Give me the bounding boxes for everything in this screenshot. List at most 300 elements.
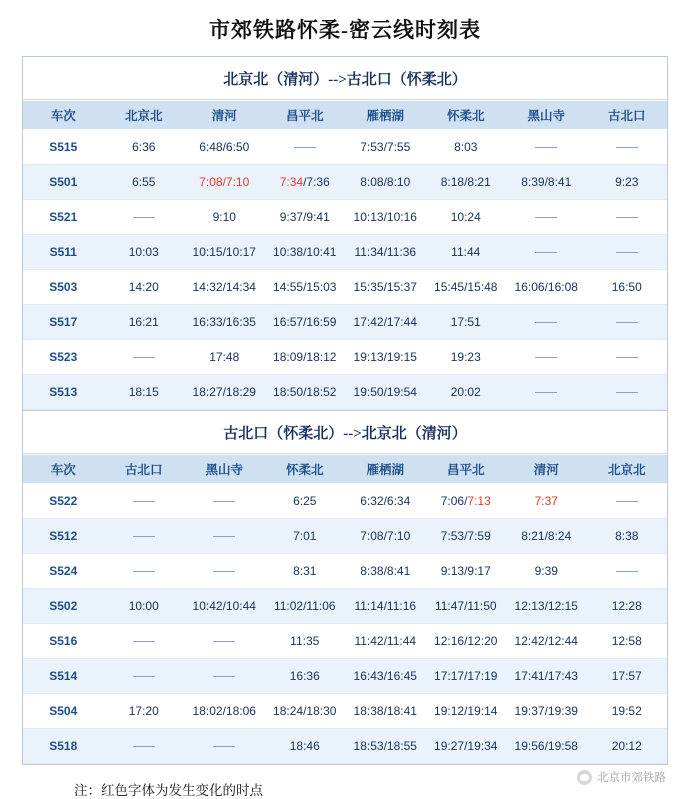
table-row <box>23 519 667 554</box>
no-stop-dash <box>213 676 235 678</box>
cell-time <box>506 589 587 624</box>
time-text: 18:24/18:30 <box>273 704 337 718</box>
cell-train-no <box>23 305 104 340</box>
no-stop-dash <box>535 252 557 254</box>
no-stop-dash <box>616 501 638 503</box>
cell-train-no <box>23 165 104 200</box>
time-text-changed: 7:13 <box>467 494 491 508</box>
col-header-heishansi: 黑山寺 <box>184 455 265 484</box>
time-text: 15:45/15:48 <box>434 280 498 294</box>
no-stop-dash <box>616 147 638 149</box>
table-header-outbound <box>23 101 667 130</box>
table-body-outbound <box>23 130 667 410</box>
cell-time <box>184 305 265 340</box>
no-stop-dash <box>535 147 557 149</box>
time-text: 19:27/19:34 <box>434 739 498 753</box>
cell-time <box>587 200 668 235</box>
time-text: 20:12 <box>611 739 642 753</box>
time-text: 8:38 <box>615 529 639 543</box>
time-text: 19:50/19:54 <box>353 385 417 399</box>
cell-time <box>345 659 426 694</box>
time-text: 18:27/18:29 <box>192 385 256 399</box>
timetable-outbound <box>23 100 667 410</box>
cell-time <box>426 694 507 729</box>
cell-time <box>345 235 426 270</box>
cell-time <box>104 130 185 165</box>
cell-time <box>104 694 185 729</box>
col-header-gubeikou: 古北口 <box>587 101 668 130</box>
cell-time <box>184 729 265 764</box>
time-text: 12:28 <box>611 599 642 613</box>
cell-time <box>426 554 507 589</box>
cell-time <box>506 340 587 375</box>
cell-time <box>587 729 668 764</box>
time-text: S521 <box>49 210 78 224</box>
cell-time <box>265 340 346 375</box>
time-text: 7:01 <box>293 529 317 543</box>
no-stop-dash <box>133 571 155 573</box>
cell-time <box>426 235 507 270</box>
cell-time <box>265 519 346 554</box>
time-text: 18:50/18:52 <box>273 385 337 399</box>
cell-time <box>587 165 668 200</box>
time-text: 18:09/18:12 <box>273 350 337 364</box>
time-text: 8:03 <box>454 140 478 154</box>
col-header-huairoubei: 怀柔北 <box>265 455 346 484</box>
cell-time <box>265 659 346 694</box>
source-label: 北京市郊铁路 <box>597 772 666 784</box>
col-header-changpingbei: 昌平北 <box>426 455 507 484</box>
col-header-heishansi: 黑山寺 <box>506 101 587 130</box>
cell-time <box>345 729 426 764</box>
table-row <box>23 624 667 659</box>
no-stop-dash <box>213 536 235 538</box>
time-text: 8:39/8:41 <box>521 175 572 189</box>
cell-train-no <box>23 270 104 305</box>
time-text: 12:58 <box>611 634 642 648</box>
cell-time <box>506 484 587 519</box>
time-text: S511 <box>49 245 77 259</box>
cell-time <box>506 554 587 589</box>
table-row <box>23 340 667 375</box>
cell-time <box>587 589 668 624</box>
cell-time <box>506 130 587 165</box>
time-text: S516 <box>49 634 78 648</box>
page-title: 市郊铁路怀柔-密云线时刻表 <box>209 18 481 42</box>
time-text: S515 <box>49 140 78 154</box>
table-row <box>23 659 667 694</box>
cell-time <box>104 270 185 305</box>
cell-time <box>104 375 185 410</box>
cell-time <box>104 165 185 200</box>
cell-time <box>345 305 426 340</box>
time-text: S502 <box>49 599 78 613</box>
cell-train-no <box>23 554 104 589</box>
time-text: 17:42/17:44 <box>353 315 417 329</box>
time-text: 19:12/19:14 <box>434 704 498 718</box>
no-stop-dash <box>133 217 155 219</box>
cell-time <box>426 305 507 340</box>
table-row <box>23 130 667 165</box>
time-text: 16:33/16:35 <box>192 315 256 329</box>
cell-time <box>265 270 346 305</box>
cell-train-no <box>23 484 104 519</box>
cell-time <box>587 270 668 305</box>
time-text: 18:38/18:41 <box>353 704 417 718</box>
cell-time <box>345 200 426 235</box>
time-text: 18:02/18:06 <box>192 704 256 718</box>
cell-time <box>506 305 587 340</box>
time-text: 11:44 <box>451 245 481 259</box>
time-text: 14:20 <box>128 280 159 294</box>
time-text: 6:25 <box>293 494 317 508</box>
time-text: 10:00 <box>128 599 159 613</box>
cell-time <box>345 165 426 200</box>
cell-time <box>345 694 426 729</box>
time-text: 16:43/16:45 <box>353 669 417 683</box>
col-header-beijingbei: 北京北 <box>587 455 668 484</box>
time-text: 10:15/10:17 <box>192 245 256 259</box>
no-stop-dash <box>133 536 155 538</box>
cell-time <box>104 729 185 764</box>
time-text: 10:38/10:41 <box>273 245 337 259</box>
cell-time <box>587 519 668 554</box>
cell-time <box>104 484 185 519</box>
cell-time <box>587 305 668 340</box>
time-text: 20:02 <box>450 385 481 399</box>
time-text: 6:48/6:50 <box>199 140 250 154</box>
cell-train-no <box>23 589 104 624</box>
time-text: 15:35/15:37 <box>353 280 417 294</box>
cell-time <box>265 589 346 624</box>
no-stop-dash <box>133 676 155 678</box>
cell-time <box>587 375 668 410</box>
cell-time <box>345 130 426 165</box>
cell-time <box>184 340 265 375</box>
time-text: 17:48 <box>209 350 240 364</box>
col-header-gubeikou: 古北口 <box>104 455 185 484</box>
cell-time <box>506 375 587 410</box>
table-row <box>23 589 667 624</box>
cell-time <box>506 165 587 200</box>
time-text: S514 <box>49 669 78 683</box>
time-text: 14:55/15:03 <box>273 280 337 294</box>
no-stop-dash <box>133 746 155 748</box>
cell-time <box>426 624 507 659</box>
time-text: 17:51 <box>450 315 481 329</box>
cell-time <box>104 589 185 624</box>
cell-time <box>184 659 265 694</box>
cell-time <box>426 519 507 554</box>
time-text: 6:32/6:34 <box>360 494 411 508</box>
time-text: /7:36 <box>303 175 330 189</box>
no-stop-dash <box>616 571 638 573</box>
table-row <box>23 305 667 340</box>
cell-time <box>184 624 265 659</box>
cell-time <box>426 729 507 764</box>
no-stop-dash <box>213 746 235 748</box>
table-header-inbound <box>23 455 667 484</box>
timetable-inbound <box>23 454 667 764</box>
cell-time <box>184 484 265 519</box>
time-text: S522 <box>49 494 78 508</box>
cell-time <box>184 200 265 235</box>
cell-time <box>265 200 346 235</box>
time-text: 9:39 <box>534 564 558 578</box>
cell-time <box>184 165 265 200</box>
cell-time <box>265 694 346 729</box>
time-text: 17:41/17:43 <box>514 669 578 683</box>
time-text: 8:38/8:41 <box>360 564 411 578</box>
table-row <box>23 235 667 270</box>
cell-time <box>345 375 426 410</box>
cell-time <box>587 235 668 270</box>
cell-train-no <box>23 375 104 410</box>
time-text: 9:10 <box>212 210 236 224</box>
cell-time <box>104 554 185 589</box>
col-header-yanqihu: 雁栖湖 <box>345 101 426 130</box>
time-text: 14:32/14:34 <box>192 280 256 294</box>
time-text: 7:08/7:10 <box>360 529 411 543</box>
no-stop-dash <box>616 357 638 359</box>
time-text: 10:24 <box>450 210 481 224</box>
cell-time <box>265 554 346 589</box>
table-row <box>23 729 667 764</box>
cell-time <box>184 694 265 729</box>
cell-time <box>426 200 507 235</box>
cell-time <box>426 130 507 165</box>
cell-time <box>184 554 265 589</box>
time-text: 16:21 <box>128 315 159 329</box>
col-header-beijingbei: 北京北 <box>104 101 185 130</box>
time-text: 11:34/11:36 <box>354 245 417 259</box>
cell-train-no <box>23 340 104 375</box>
time-text: S503 <box>49 280 78 294</box>
time-text: 11:02/11:06 <box>273 599 336 613</box>
time-text: 11:42/11:44 <box>354 634 417 648</box>
cell-time <box>345 270 426 305</box>
col-header-huairoubei: 怀柔北 <box>426 101 507 130</box>
time-text: S523 <box>49 350 78 364</box>
time-text: 18:15 <box>128 385 159 399</box>
legend-note: 注：红色字体为发生变化的时点 <box>74 783 263 798</box>
time-text: 10:13/10:16 <box>353 210 417 224</box>
time-text: 7:37 <box>534 494 558 508</box>
no-stop-dash <box>213 641 235 643</box>
time-text: 11:14/11:16 <box>354 599 417 613</box>
cell-time <box>104 519 185 554</box>
cell-time <box>587 340 668 375</box>
time-text: S512 <box>49 529 78 543</box>
cell-time <box>426 165 507 200</box>
cell-time <box>184 130 265 165</box>
time-text: 11:35 <box>290 634 320 648</box>
cell-time <box>104 624 185 659</box>
cell-time <box>265 729 346 764</box>
cell-time <box>345 484 426 519</box>
cell-time <box>265 484 346 519</box>
time-text: 9:37/9:41 <box>279 210 330 224</box>
cell-time <box>345 340 426 375</box>
cell-time <box>426 589 507 624</box>
source-watermark <box>577 769 666 785</box>
time-text: 7:53/7:55 <box>360 140 411 154</box>
cell-time <box>184 519 265 554</box>
cell-time <box>426 484 507 519</box>
cell-time <box>345 554 426 589</box>
time-text: 17:17/17:19 <box>434 669 498 683</box>
cell-train-no <box>23 235 104 270</box>
cell-time <box>265 165 346 200</box>
cell-train-no <box>23 519 104 554</box>
time-text: 8:08/8:10 <box>360 175 411 189</box>
header-row <box>23 455 667 484</box>
cell-train-no <box>23 694 104 729</box>
time-text: 7:08/7:10 <box>199 175 250 189</box>
time-text: S504 <box>49 704 78 718</box>
cell-time <box>506 200 587 235</box>
time-text: 12:16/12:20 <box>434 634 498 648</box>
section-heading-outbound: 北京北（清河）-->古北口（怀柔北） <box>23 57 667 100</box>
no-stop-dash <box>535 392 557 394</box>
table-row <box>23 484 667 519</box>
time-text: 9:23 <box>615 175 639 189</box>
time-text: 17:20 <box>128 704 159 718</box>
cell-time <box>184 589 265 624</box>
time-text: 6:55 <box>132 175 156 189</box>
cell-time <box>506 624 587 659</box>
no-stop-dash <box>213 501 235 503</box>
cell-time <box>345 519 426 554</box>
header-row <box>23 101 667 130</box>
time-text: 12:42/12:44 <box>514 634 578 648</box>
cell-time <box>506 659 587 694</box>
cell-time <box>184 235 265 270</box>
time-text: 16:50 <box>611 280 642 294</box>
cell-time <box>587 694 668 729</box>
timetable-card <box>22 56 668 765</box>
cell-time <box>104 659 185 694</box>
cell-time <box>184 375 265 410</box>
col-header-qinghe: 清河 <box>184 101 265 130</box>
table-row <box>23 165 667 200</box>
table-row <box>23 375 667 410</box>
col-header-train-no: 车次 <box>23 455 104 484</box>
time-text: 8:21/8:24 <box>521 529 572 543</box>
time-text: 18:46 <box>289 739 320 753</box>
no-stop-dash <box>213 571 235 573</box>
cell-time <box>587 659 668 694</box>
cell-train-no <box>23 200 104 235</box>
time-text: 8:18/8:21 <box>440 175 491 189</box>
time-text: 17:57 <box>611 669 642 683</box>
cell-train-no <box>23 130 104 165</box>
cell-time <box>184 270 265 305</box>
cell-time <box>265 375 346 410</box>
col-header-yanqihu: 雁栖湖 <box>345 455 426 484</box>
cell-time <box>587 554 668 589</box>
cell-time <box>265 130 346 165</box>
cell-time <box>506 270 587 305</box>
time-text: 16:06/16:08 <box>514 280 578 294</box>
time-text: S524 <box>49 564 78 578</box>
time-text: 16:36 <box>289 669 320 683</box>
cell-time <box>265 305 346 340</box>
cell-time <box>506 729 587 764</box>
time-text: 11:47/11:50 <box>434 599 497 613</box>
time-text: 12:13/12:15 <box>514 599 578 613</box>
no-stop-dash <box>616 392 638 394</box>
time-text: 9:13/9:17 <box>440 564 491 578</box>
time-text: 19:56/19:58 <box>514 739 578 753</box>
no-stop-dash <box>616 217 638 219</box>
cell-time <box>506 519 587 554</box>
time-text: 16:57/16:59 <box>273 315 337 329</box>
cell-time <box>587 484 668 519</box>
no-stop-dash <box>535 322 557 324</box>
table-row <box>23 554 667 589</box>
time-text: 7:53/7:59 <box>440 529 491 543</box>
cell-time <box>587 624 668 659</box>
time-text: 19:37/19:39 <box>514 704 578 718</box>
cell-train-no <box>23 659 104 694</box>
table-row <box>23 270 667 305</box>
time-text: 10:03 <box>128 245 159 259</box>
time-text: 18:53/18:55 <box>353 739 417 753</box>
cell-time <box>587 130 668 165</box>
time-text: 7:06/ <box>440 494 468 508</box>
time-text: 19:13/19:15 <box>353 350 417 364</box>
weibo-icon <box>577 770 592 785</box>
cell-time <box>506 235 587 270</box>
table-row <box>23 694 667 729</box>
table-row <box>23 200 667 235</box>
no-stop-dash <box>535 357 557 359</box>
no-stop-dash <box>294 147 316 149</box>
no-stop-dash <box>616 322 638 324</box>
table-body-inbound <box>23 484 667 764</box>
time-text: S513 <box>49 385 78 399</box>
cell-time <box>345 589 426 624</box>
time-text: 19:23 <box>450 350 481 364</box>
cell-time <box>426 270 507 305</box>
no-stop-dash <box>133 501 155 503</box>
time-text: 6:36 <box>132 140 156 154</box>
time-text: 10:42/10:44 <box>192 599 256 613</box>
time-text: 19:52 <box>611 704 642 718</box>
cell-time <box>104 235 185 270</box>
cell-train-no <box>23 729 104 764</box>
col-header-train-no: 车次 <box>23 101 104 130</box>
cell-time <box>104 340 185 375</box>
col-header-qinghe: 清河 <box>506 455 587 484</box>
cell-time <box>426 375 507 410</box>
cell-time <box>265 235 346 270</box>
cell-train-no <box>23 624 104 659</box>
no-stop-dash <box>133 641 155 643</box>
cell-time <box>345 624 426 659</box>
time-text: S518 <box>49 739 78 753</box>
no-stop-dash <box>133 357 155 359</box>
time-text: 7:34 <box>279 175 304 189</box>
time-text: S501 <box>49 175 78 189</box>
time-text: S517 <box>49 315 78 329</box>
no-stop-dash <box>616 252 638 254</box>
cell-time <box>265 624 346 659</box>
time-text: 8:31 <box>293 564 317 578</box>
no-stop-dash <box>535 217 557 219</box>
section-heading-inbound: 古北口（怀柔北）-->北京北（清河） <box>23 410 667 454</box>
